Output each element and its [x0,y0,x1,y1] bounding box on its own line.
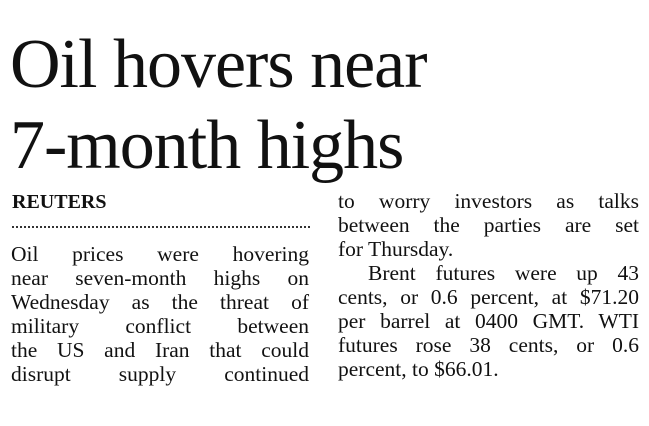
body-line: disrupt supply continued [11,362,309,386]
body-line: per barrel at 0400 GMT. WTI [338,309,639,333]
body-line: military conflict between [11,314,309,338]
byline: REUTERS [12,191,107,213]
body-line: to worry investors as talks [338,189,639,213]
headline-line-2: 7-month highs [10,107,404,184]
body-line: Wednesday as the threat of [11,290,309,314]
body-line: Brent futures were up 43 [368,261,639,285]
body-line: between the parties are set [338,213,639,237]
headline [10,24,640,186]
body-column-right [338,189,639,381]
body-line: near seven-month highs on [11,266,309,290]
body-column-left [11,242,309,386]
byline-divider [12,226,310,228]
headline-line-1: Oil hovers near [10,26,427,103]
body-line: cents, or 0.6 percent, at $71.20 [338,285,639,309]
body-line: futures rose 38 cents, or 0.6 [338,333,639,357]
body-line: percent, to $66.01. [338,357,499,381]
body-line: Oil prices were hovering [11,242,309,266]
body-line: the US and Iran that could [11,338,309,362]
body-line: for Thursday. [338,237,454,261]
